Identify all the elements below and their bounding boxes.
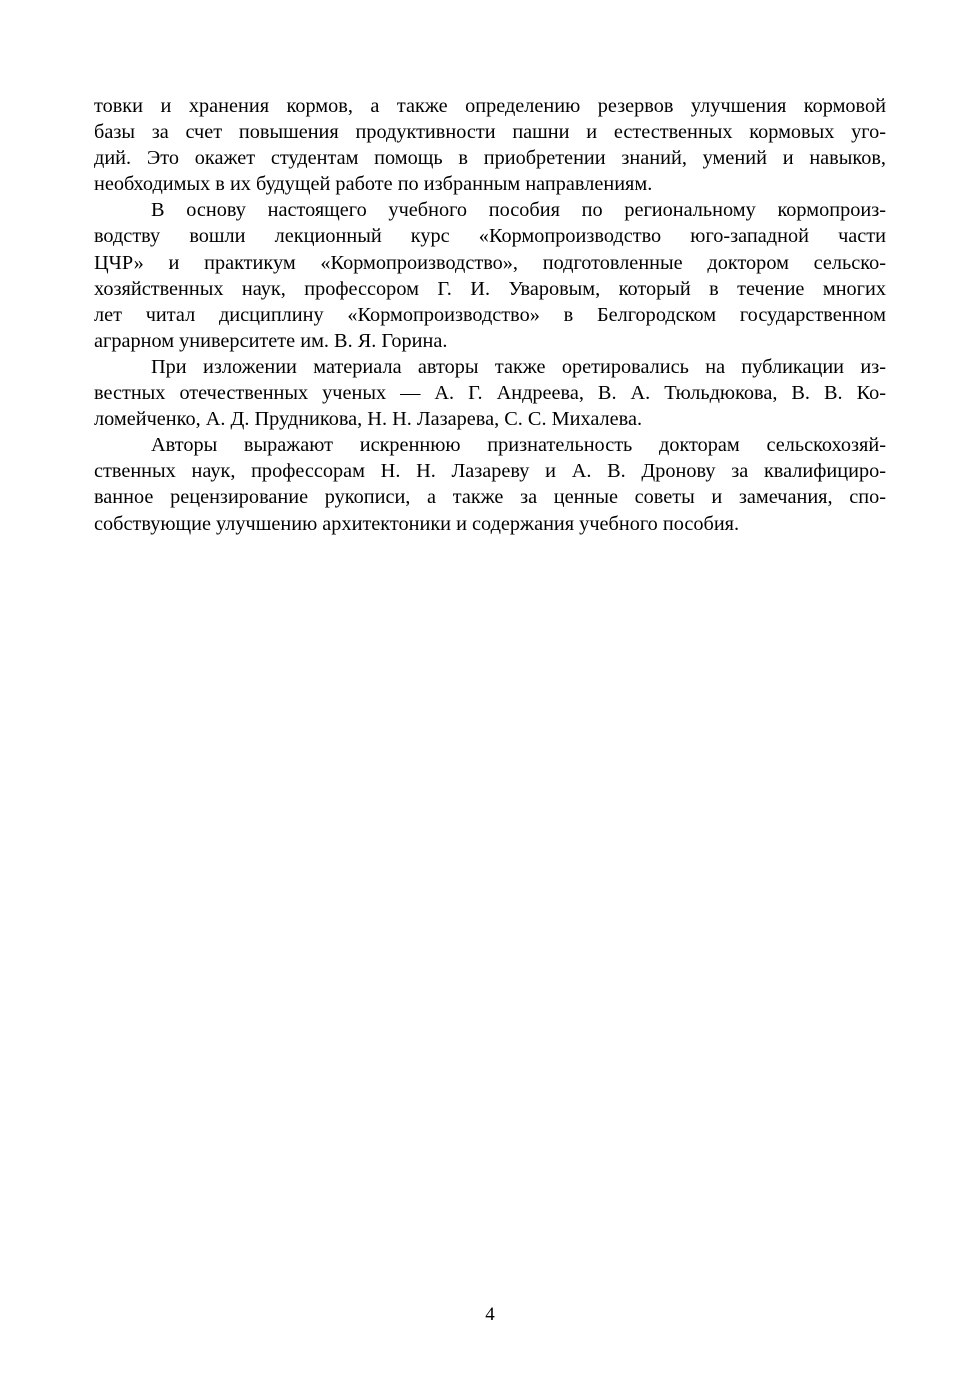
- text-line: лет читал дисциплину «Кормопроизводство» в Белгородском государственном: [94, 303, 886, 326]
- text-line: базы за счет повышения продуктивности пашни и естественных кормовых уго-: [94, 121, 886, 144]
- page-number: 4: [485, 1304, 495, 1325]
- text-line: При изложении материала авторы также оретировались на публикации из-: [151, 355, 886, 378]
- text-line: вестных отечественных ученых — А. Г. Андреева, В. А. Тюльдюкова, В. В. Ко-: [94, 382, 886, 405]
- paragraph-feed-preparation: [94, 93, 886, 197]
- text-line: товки и хранения кормов, а также определению резервов улучшения кормовой: [94, 95, 886, 117]
- text-line: водству вошли лекционный курс «Кормопроизводство юго-западной части: [94, 225, 886, 248]
- paragraph-acknowledgements: [94, 432, 886, 536]
- text-line: хозяйственных наук, профессором Г. И. Уваровым, который в течение многих: [94, 277, 886, 300]
- text-line: ванное рецензирование рукописи, а также за ценные советы и замечания, спо-: [94, 486, 886, 509]
- paragraph-referenced-scientists: [94, 354, 886, 432]
- text-line: дий. Это окажет студентам помощь в приобретении знаний, умений и навыков,: [94, 147, 886, 170]
- text-line: Авторы выражают искреннюю признательность докторам сельскохозяй-: [151, 434, 886, 457]
- text-line: ломейченко, А. Д. Прудникова, Н. Н. Лазарева, С. С. Михалева.: [94, 408, 643, 431]
- text-line: необходимых в их будущей работе по избранным направлениям.: [94, 173, 653, 196]
- body-text: [94, 93, 886, 537]
- text-line: В основу настоящего учебного пособия по региональному кормопроиз-: [151, 199, 886, 222]
- text-line: аграрном университете им. В. Я. Горина.: [94, 329, 448, 352]
- text-line: ственных наук, профессорам Н. Н. Лазареву и А. В. Дронову за квалифициро-: [94, 460, 886, 483]
- paragraph-basis-of-textbook: [94, 197, 886, 354]
- text-line: ЦЧР» и практикум «Кормопроизводство», подготовленные доктором сельско-: [94, 251, 886, 274]
- text-line: собствующие улучшению архитектоники и содержания учебного пособия.: [94, 512, 740, 535]
